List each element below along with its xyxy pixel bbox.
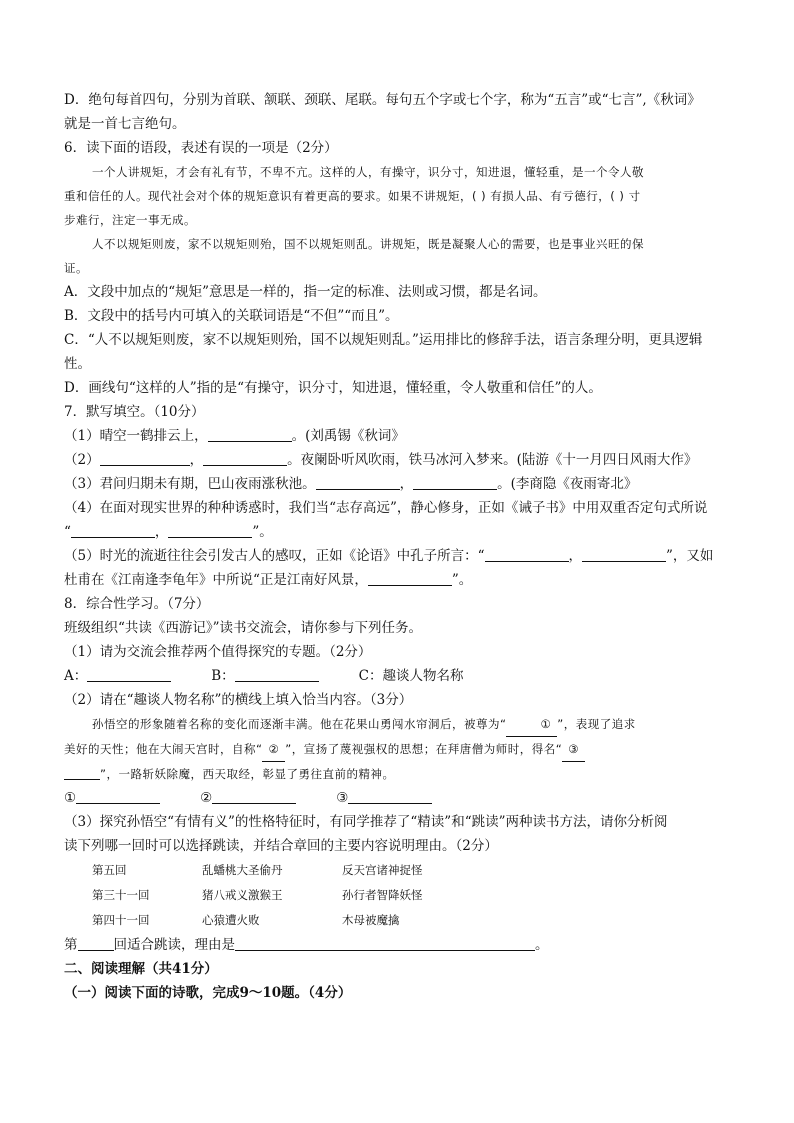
chapter-list xyxy=(64,858,734,933)
chapter-number: 第五回 xyxy=(92,863,127,877)
q8-task-2-marker-1[interactable]: ① xyxy=(506,712,557,737)
q8-task-3-line1: （3）探究孙悟空“有情有义”的性格特征时，有同学推荐了“精读”和“跳读”两种读书方法，请你分析阅 xyxy=(64,814,668,830)
chapter-title-b: 木母被魔擒 xyxy=(342,913,400,927)
q6-passage-para2-line2: 证。 xyxy=(64,261,88,275)
q7-item-3-blank-1[interactable] xyxy=(316,475,400,490)
q8-task-2-answer-1-label: ① xyxy=(64,790,77,806)
q7-item-1-blank[interactable] xyxy=(208,427,292,442)
q7-item-2-suffix: 。夜阑卧听风吹雨，铁马冰河入梦来。(陆游《十一月四日风雨大作》 xyxy=(287,452,698,468)
section-2-subsection-1-title: （一）阅读下面的诗歌，完成9～10题。（4分） xyxy=(64,985,352,1001)
q7-item-5-suffix: ”，又如 xyxy=(666,548,714,564)
q7-item-5-line2-suffix: ”。 xyxy=(451,572,473,588)
q7-item-1-suffix: 。(刘禹锡《秋词》 xyxy=(291,428,405,444)
q8-task-1-a-blank[interactable] xyxy=(87,667,171,682)
q7-item-3-prefix: （3）君问归期未有期，巴山夜雨涨秋池。 xyxy=(64,476,316,492)
q8-task-2-passage-line1-text: 孙悟空的形象随着名称的变化而逐渐丰满。他在花果山勇闯水帘洞后，被尊为“ xyxy=(92,717,507,731)
chapter-title-a: 乱蟠桃大圣偷丹 xyxy=(202,863,283,877)
q6-passage-para1-line1: 一个人讲规矩，才会有礼有节，不卑不亢。这样的人，有操守，识分寸，知进退，懂轻重，是一个令人敬 xyxy=(92,165,644,179)
q8-task-2-passage-line2-text: 美好的天性；他在大闹天宫时，自称“ xyxy=(64,742,263,756)
q6-passage-para1-line2: 重和信任的人。现代社会对个体的规矩意识有着更高的要求。如果不讲规矩，( ) 有损人品、有亏德行，( ) 寸 xyxy=(64,189,641,203)
q7-item-5-blank-1[interactable] xyxy=(485,547,569,562)
q8-task-2-passage-line1 xyxy=(64,712,734,737)
q7-item-4-suffix: ”。 xyxy=(252,524,273,540)
q8-task-3-answer xyxy=(64,933,734,957)
q7-item-2-blank-1[interactable] xyxy=(100,451,190,466)
q8-task-2-answer-2-label: ② xyxy=(200,790,213,806)
q6-option-b: B．文段中的括号内可填入的关联词语是“不但”“而且”。 xyxy=(64,308,399,324)
q7-item-5-comma: ， xyxy=(568,548,582,564)
q7-item-5-prefix: （5）时光的流逝往往会引发古人的感叹，正如《论语》中孔子所言：“ xyxy=(64,548,485,564)
q8-task-2-passage-line1-end: ”，表现了追求 xyxy=(557,717,636,731)
q6-title: 6．读下面的语段，表述有误的一项是（2分） xyxy=(64,140,338,156)
q7-item-5-blank-3[interactable] xyxy=(368,571,452,586)
q8-task-3-answer-suffix: 。 xyxy=(535,937,549,953)
q7-title: 7．默写填空。（10分） xyxy=(64,404,205,420)
q8-task-2-marker-3[interactable]: ③ xyxy=(562,737,585,762)
q6-option-c-line1: C．“人不以规矩则废，家不以规矩则殆，国不以规矩则乱。”运用排比的修辞手法，语言条理分明，更具逻辑 xyxy=(64,332,703,348)
q7-item-1-prefix: （1）晴空一鹤排云上， xyxy=(64,428,208,444)
q8-task-3-line2: 读下列哪一回时可以选择跳读，并结合章回的主要内容说明理由。（2分） xyxy=(64,838,498,854)
q8-task-1-answers xyxy=(64,664,734,688)
q8-task-1: （1）请为交流会推荐两个值得探究的专题。（2分） xyxy=(64,644,372,660)
q8-intro: 班级组织“共读《西游记》”读书交流会，请你参与下列任务。 xyxy=(64,620,423,636)
chapter-row xyxy=(64,858,734,883)
q8-task-3-answer-prefix: 第 xyxy=(64,937,78,953)
q7-item-4-line1: （4）在面对现实世界的种种诱惑时，我们当“志存高远”，静心修身，正如《诫子书》中用双重否定句式所说 xyxy=(64,500,708,516)
chapter-number: 第三十一回 xyxy=(92,888,150,902)
q8-task-1-c-label: C：趣谈人物名称 xyxy=(358,668,464,684)
q8-task-2-passage-line3 xyxy=(64,762,734,786)
chapter-title-a: 心猿遭火败 xyxy=(202,913,260,927)
q7-item-2-blank-2[interactable] xyxy=(203,451,287,466)
q8-task-1-b-blank[interactable] xyxy=(235,667,319,682)
q8-task-1-a-label: A： xyxy=(64,668,88,684)
q8-task-2: （2）请在“趣谈人物名称”的横线上填入恰当内容。（3分） xyxy=(64,692,413,708)
q5-option-d-line2: 就是一首七言绝句。 xyxy=(64,116,186,132)
q8-title: 8．综合性学习。（7分） xyxy=(64,596,210,612)
q7-item-4-prefix: “ xyxy=(64,524,71,540)
q8-task-2-passage-line3-text: ”，一路斩妖除魔，西天取经，彰显了勇往直前的精神。 xyxy=(100,767,395,781)
q6-option-d: D．画线句“这样的人”指的是“有操守，识分寸，知进退，懂轻重，令人敬重和信任”的人。 xyxy=(64,380,602,396)
q7-item-3-comma: ， xyxy=(399,476,414,492)
q7-item-5-line2 xyxy=(64,568,734,592)
chapter-title-a: 猪八戒义激猴王 xyxy=(202,888,283,902)
q7-item-5-line2-prefix: 杜甫在《江南逢李龟年》中所说“正是江南好风景， xyxy=(64,572,368,588)
q7-item-4-blank-1[interactable] xyxy=(71,523,155,538)
q8-task-2-passage-line2-end: ”，宣扬了蔑视强权的思想；在拜唐僧为师时，得名“ xyxy=(285,742,563,756)
q6-passage-para1-line3: 步难行，注定一事无成。 xyxy=(64,213,196,227)
q7-item-3-blank-2[interactable] xyxy=(413,475,497,490)
q8-task-2-answer-2-blank[interactable] xyxy=(212,789,296,804)
q6-option-a: A．文段中加点的“规矩”意思是一样的，指一定的标准、法则或习惯，都是名词。 xyxy=(64,284,547,300)
q7-item-2 xyxy=(64,448,734,472)
q7-item-3 xyxy=(64,472,734,496)
chapter-title-b: 孙行者智降妖怪 xyxy=(342,888,423,902)
q7-item-4-comma: ， xyxy=(154,524,169,540)
q7-item-4-blank-2[interactable] xyxy=(168,523,252,538)
q7-item-2-comma: ， xyxy=(189,452,204,468)
q8-task-2-answer-1-blank[interactable] xyxy=(76,789,160,804)
q8-task-2-marker-2[interactable]: ② xyxy=(262,737,285,762)
q7-item-3-suffix: 。(李商隐《夜雨寄北》 xyxy=(497,476,638,492)
q7-item-5-line1 xyxy=(64,544,734,568)
q8-task-1-b-label: B： xyxy=(211,668,235,684)
exam-page xyxy=(64,88,734,1005)
q5-option-d-line1: D．绝句每首四句，分别为首联、颔联、颈联、尾联。每句五个字或七个字，称为“五言”或“七言”,《秋词》 xyxy=(64,92,701,108)
q8-task-2-marker-3-tail[interactable] xyxy=(64,765,100,780)
q6-option-c-line2: 性。 xyxy=(64,356,91,372)
q7-item-5-blank-2[interactable] xyxy=(582,547,666,562)
q8-task-3-answer-mid: 回适合跳读，理由是 xyxy=(113,937,235,953)
section-2-title: 二、阅读理解（共41分） xyxy=(64,961,218,977)
q8-task-3-reason-blank[interactable] xyxy=(235,936,535,951)
chapter-row xyxy=(64,908,734,933)
q8-task-3-chapter-blank[interactable] xyxy=(78,936,114,951)
chapter-row xyxy=(64,883,734,908)
q8-task-2-answers xyxy=(64,786,734,810)
q7-item-1 xyxy=(64,424,734,448)
q8-task-2-answer-3-label: ③ xyxy=(336,790,349,806)
q6-passage-para2-line1: 人不以规矩则废，家不以规矩则殆，国不以规矩则乱。讲规矩，既是凝聚人心的需要，也是事业兴旺的保 xyxy=(92,237,644,251)
q7-item-4-line2 xyxy=(64,520,734,544)
q8-task-2-answer-3-blank[interactable] xyxy=(348,789,432,804)
chapter-number: 第四十一回 xyxy=(92,913,150,927)
chapter-title-b: 反天宫诸神捉怪 xyxy=(342,863,423,877)
q7-item-2-prefix: （2） xyxy=(64,452,100,468)
q8-task-2-passage-line2 xyxy=(64,737,734,762)
